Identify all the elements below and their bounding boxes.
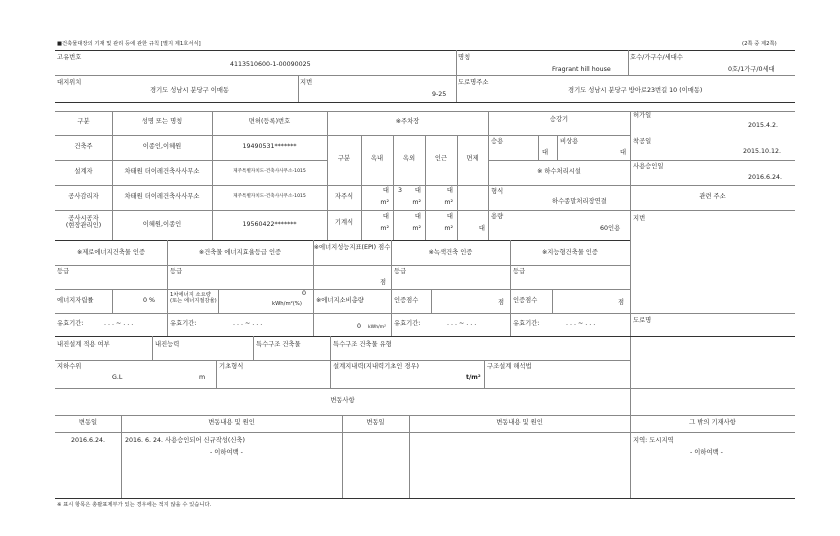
special-structure-type: 특수구조 건축물 유형: [333, 341, 392, 348]
elevator-passenger: 승용: [491, 138, 504, 145]
energy-consumption-unit: kWh/m²: [368, 325, 386, 330]
parking-col-type: 구분: [337, 155, 351, 162]
quake-design-label: 내진설계 적용 여부: [57, 341, 110, 348]
epi-point-unit: 점: [380, 279, 387, 286]
col-change-date: 변동일: [78, 419, 98, 426]
parking-col-exempt: 면제: [466, 155, 479, 162]
groundwater-unit: m: [199, 374, 206, 381]
change-blank: - 이하여백 -: [210, 449, 243, 456]
design-bearing-unit: t/m²: [466, 374, 481, 381]
approval-label: 사용승인일: [633, 163, 664, 170]
related-road-label: 도로명: [633, 317, 652, 324]
validity-value: . . . ~ . . .: [233, 320, 263, 327]
zone-blank: - 이하여백 -: [690, 449, 723, 456]
energy-consumption-value: 0: [357, 323, 362, 330]
related-address-title: 관련 주소: [699, 193, 726, 200]
cert-smart: ※지능형건축물 인증: [542, 249, 598, 256]
cert-green: ※녹색건축 인증: [428, 249, 473, 256]
grade-label: 등급: [513, 268, 526, 275]
primary-energy-unit: kWh/m²(%): [272, 301, 302, 307]
elevator-title: 승강기: [549, 116, 569, 123]
grade-label: 등급: [394, 268, 407, 275]
validity-label: 유효기간:: [513, 320, 540, 327]
parking-unit: m²: [412, 225, 421, 232]
people-reg: 19560422*******: [242, 221, 297, 228]
lot-value: 9-25: [432, 91, 447, 98]
page-indicator: (2쪽 중 제2쪽): [742, 41, 777, 47]
start-label: 착공일: [633, 138, 652, 145]
foundation-label: 기초형식: [219, 363, 244, 370]
self-rate-label: 에너지자립률: [57, 297, 94, 304]
people-type: 공사시공자 (현장관리인): [65, 215, 102, 230]
parking-unit: 대: [446, 187, 453, 194]
special-structure-label: 특수구조 건축물: [256, 341, 301, 348]
sewage-type: 하수종말처리장연결: [552, 198, 607, 205]
road-value: 경기도 성남시 분당구 방아로23번길 10 (이매동): [568, 87, 703, 94]
units-label: 호수/가구수/세대수: [630, 54, 683, 61]
smart-score-label: 인증점수: [513, 297, 538, 304]
validity-value: . . . ~ . . .: [447, 320, 477, 327]
self-rate-value: 0 %: [143, 297, 155, 304]
elevator-unit: 대: [620, 149, 627, 156]
structure-analysis-label: 구조설계 해석법: [487, 363, 532, 370]
parking-unit: 대: [382, 187, 389, 194]
groundwater-label: 지하수위: [57, 363, 82, 370]
parking-unit: 대: [382, 213, 389, 220]
parking-unit: 대: [414, 187, 421, 194]
design-bearing-label: 설계지내력(지내력기초인 경우): [333, 363, 419, 370]
people-type: 공사감리자: [68, 193, 99, 200]
road-label: 도로명주소: [458, 79, 489, 86]
change-date: 2016.6.24.: [70, 437, 106, 444]
sewage-type-label: 형식: [491, 188, 504, 195]
smart-score-unit: 점: [618, 299, 625, 306]
lot-label: 지번: [300, 79, 313, 86]
people-name: 차태원 더이레건축사사무소: [124, 168, 200, 175]
validity-value: . . . ~ . . .: [104, 320, 134, 327]
people-type: 설계자: [74, 168, 93, 175]
people-name: 차태원 더이레건축사사무소: [124, 193, 200, 200]
unique-no-value: 4113510600-1-00090025: [230, 61, 311, 68]
validity-value: . . . ~ . . .: [566, 320, 596, 327]
parking-col-near: 인근: [434, 155, 448, 162]
people-type: 건축주: [74, 143, 93, 150]
elevator-unit: 대: [542, 149, 549, 156]
quake-ability-label: 내진능력: [155, 341, 180, 348]
cert-zero-energy: ※제로에너지건축물 인증: [76, 249, 146, 256]
parking-col-in: 옥내: [370, 155, 384, 162]
col-change-content: 변동내용 및 원인: [208, 419, 255, 426]
units-value: 0호/1가구/0세대: [728, 66, 775, 73]
col-change-date: 변동일: [366, 419, 385, 426]
change-content: 2016. 6. 24. 사용승인되어 신규작성(신축): [125, 437, 245, 444]
site-label: 대지위치: [57, 79, 82, 86]
parking-unit: m²: [380, 199, 389, 206]
building-name: Fragrant hill house: [552, 66, 611, 73]
validity-label: 유효기간:: [57, 320, 84, 327]
parking-unit: m²: [412, 199, 421, 206]
people-reg: 제주특별자치도-건축사사무소-1015: [233, 169, 306, 174]
col-change-content: 변동내용 및 원인: [496, 419, 543, 426]
primary-energy-value: 0: [302, 290, 307, 297]
changes-title: 변동사항: [330, 397, 355, 404]
zone-value: 지역: 도시지역: [633, 437, 674, 444]
parking-unit: 대: [446, 213, 453, 220]
related-lot-label: 지번: [633, 215, 646, 222]
sewage-capacity-label: 용량: [491, 213, 504, 220]
grade-label: 등급: [57, 268, 70, 275]
primary-energy-label: 1차에너지 소요량 (또는 에너지절감율): [170, 292, 217, 305]
permit-date: 2015.4.2.: [748, 122, 779, 129]
cert-energy-efficiency: ※건축물 에너지효율등급 인증: [198, 249, 282, 256]
name-label: 명칭: [458, 54, 471, 61]
people-name: 이혜원,이종인: [142, 221, 182, 228]
start-date: 2015.10.12.: [743, 148, 782, 155]
permit-label: 허가일: [633, 112, 652, 119]
green-score-label: 인증점수: [394, 297, 419, 304]
parking-self-out-count: 3: [398, 187, 403, 194]
unique-no-label: 고유번호: [57, 54, 82, 61]
people-name: 이종인,이혜원: [142, 143, 182, 150]
validity-label: 유효기간:: [394, 320, 421, 327]
parking-self: 자주식: [334, 193, 354, 200]
sewage-capacity: 60인용: [600, 225, 621, 232]
parking-unit: m²: [444, 225, 453, 232]
people-reg: 19490531*******: [242, 143, 297, 150]
cert-epi: ※에너지성능지표(EPI) 점수: [313, 244, 391, 251]
col-reg: 면허(등록)번호: [248, 118, 291, 125]
parking-col-out: 옥외: [402, 155, 416, 162]
parking-unit: m²: [444, 199, 453, 206]
footer-note: ※ 표시 항목은 총괄표제부가 있는 경우에는 적지 않을 수 있습니다.: [57, 502, 212, 508]
people-reg: 제주특별자치도-건축사사무소-1015: [233, 194, 306, 199]
parking-title: ※주차장: [395, 118, 420, 125]
col-type: 구분: [77, 118, 90, 125]
groundwater-gl: G.L: [112, 374, 123, 381]
parking-unit: 대: [414, 213, 421, 220]
approval-date: 2016.6.24.: [748, 174, 783, 181]
col-other-notes: 그 밖의 기재사항: [689, 419, 736, 426]
col-name: 성명 또는 명칭: [141, 118, 183, 125]
form-regulation-title: ■건축물대장의 기재 및 관리 등에 관한 규칙 [별지 제1호서식]: [57, 41, 201, 47]
grade-label: 등급: [170, 268, 183, 275]
elevator-emergency: 비상용: [560, 138, 579, 145]
parking-unit: m²: [380, 225, 389, 232]
sewage-title: ※ 하수처리시설: [537, 168, 581, 175]
green-score-unit: 점: [498, 299, 505, 306]
validity-label: 유효기간:: [170, 320, 197, 327]
parking-exempt-unit: 대: [478, 225, 485, 232]
energy-consumption-label: ※에너지소비총량: [316, 297, 364, 304]
site-value: 경기도 성남시 분당구 이매동: [150, 87, 229, 94]
parking-mech: 기계식: [334, 219, 354, 226]
